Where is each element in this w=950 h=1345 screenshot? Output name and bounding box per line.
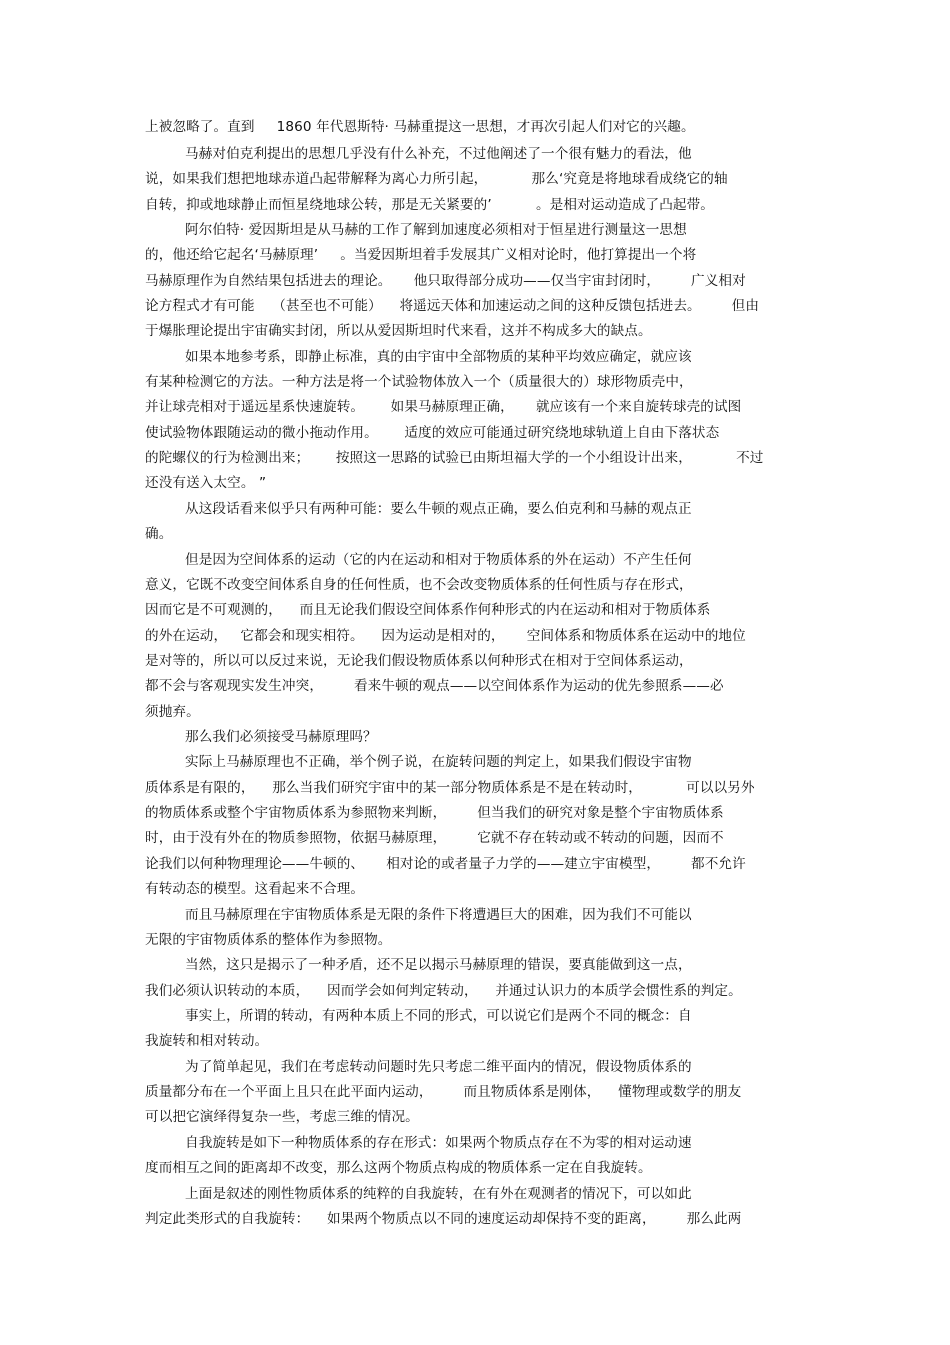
text-line: 的物质体系或整个宇宙物质体系为参照物来判断， 但当我们的研究对象是整个宇宙物质体系 bbox=[145, 805, 724, 821]
text-line: 自转，抑或地球静止而恒星绕地球公转，那是无关紧要的’ 。是相对运动造成了凸起带。 bbox=[145, 197, 714, 213]
text-line: 的陀螺仪的行为检测出来； 按照这一思路的试验已由斯坦福大学的一个小组设计出来， 不过 bbox=[145, 450, 764, 466]
text-line: 但是因为空间体系的运动（它的内在运动和相对于物质体系的外在运动）不产生任何 bbox=[185, 552, 692, 568]
text-line: 判定此类形式的自我旋转： 如果两个物质点以不同的速度运动却保持不变的距离， 那么此两 bbox=[145, 1211, 742, 1227]
text-line: 说，如果我们想把地球赤道凸起带解释为离心力所引起， 那么‘究竟是将地球看成绕它的轴 bbox=[145, 171, 728, 187]
text-line: 度而相互之间的距离却不改变，那么这两个物质点构成的物质体系一定在自我旋转。 bbox=[145, 1160, 652, 1176]
text-line: 论方程式才有可能 （甚至也不可能） 将遥远天体和加速运动之间的这种反馈包括进去。 但由 bbox=[145, 298, 760, 314]
text-line: 有某种检测它的方法。一种方法是将一个试验物体放入一个（质量很大的）球形物质壳中， bbox=[145, 374, 693, 390]
text-line: 阿尔伯特· 爱因斯坦是从马赫的工作了解到加速度必须相对于恒星进行测量这一思想 bbox=[185, 222, 687, 238]
text-line: 那么我们必须接受马赫原理吗？ bbox=[185, 729, 377, 745]
text-line: 使试验物体跟随运动的微小拖动作用。 适度的效应可能通过研究绕地球轨道上自由下落状态 bbox=[145, 425, 720, 441]
text-line: 我们必须认识转动的本质， 因而学会如何判定转动， 并通过认识力的本质学会惯性系的判定。 bbox=[145, 983, 742, 999]
text-line: 还没有送入太空。 ” bbox=[145, 475, 267, 491]
text-line: 从这段话看来似乎只有两种可能：要么牛顿的观点正确，要么伯克利和马赫的观点正 bbox=[185, 501, 692, 517]
text-line: 上面是叙述的刚性物质体系的纯粹的自我旋转，在有外在观测者的情况下，可以如此 bbox=[185, 1186, 692, 1202]
text-line: 并让球壳相对于遥远星系快速旋转。 如果马赫原理正确， 就应该有一个来自旋转球壳的试图 bbox=[145, 399, 742, 415]
text-line: 于爆胀理论提出宇宙确实封闭，所以从爱因斯坦时代来看，这并不构成多大的缺点。 bbox=[145, 323, 652, 339]
text-line: 因而它是不可观测的， 而且无论我们假设空间体系作何种形式的内在运动和相对于物质体系 bbox=[145, 602, 711, 618]
text-line: 我旋转和相对转动。 bbox=[145, 1033, 269, 1049]
text-line: 有转动态的模型。这看起来不合理。 bbox=[145, 881, 365, 897]
text-line: 确。 bbox=[145, 526, 173, 542]
text-line: 须抛弃。 bbox=[145, 704, 200, 720]
text-line: 质体系是有限的， 那么当我们研究宇宙中的某一部分物质体系是不是在转动时， 可以以另外 bbox=[145, 780, 755, 796]
text-line: 的外在运动， 它都会和现实相符。 因为运动是相对的， 空间体系和物质体系在运动中的地位 bbox=[145, 628, 746, 644]
text-line: 意义，它既不改变空间体系自身的任何性质，也不会改变物质体系的任何性质与存在形式， bbox=[145, 577, 693, 593]
text-line: 质量都分布在一个平面上且只在此平面内运动， 而且物质体系是刚体， 懂物理或数学的朋友 bbox=[145, 1084, 742, 1100]
text-line: 马赫原理作为自然结果包括进去的理论。 他只取得部分成功——仅当宇宙封闭时， 广义相对 bbox=[145, 273, 746, 289]
text-line: 是对等的，所以可以反过来说，无论我们假设物质体系以何种形式在相对于空间体系运动， bbox=[145, 653, 693, 669]
text-line: 时，由于没有外在的物质参照物，依据马赫原理， 它就不存在转动或不转动的问题，因而不 bbox=[145, 830, 724, 846]
text-line: 而且马赫原理在宇宙物质体系是无限的条件下将遭遇巨大的困难，因为我们不可能以 bbox=[185, 907, 692, 923]
text-line: 事实上，所谓的转动，有两种本质上不同的形式，可以说它们是两个不同的概念：自 bbox=[185, 1008, 692, 1024]
text-line: 无限的宇宙物质体系的整体作为参照物。 bbox=[145, 932, 392, 948]
text-line: 的，他还给它起名‘马赫原理’ 。当爱因斯坦着手发展其广义相对论时，他打算提出一个将 bbox=[145, 247, 697, 263]
text-line: 论我们以何种物理理论——牛顿的、 相对论的或者量子力学的——建立宇宙模型， 都不允许 bbox=[145, 856, 746, 872]
text-line: 如果本地参考系，即静止标准，真的由宇宙中全部物质的某种平均效应确定，就应该 bbox=[185, 349, 692, 365]
text-line: 自我旋转是如下一种物质体系的存在形式：如果两个物质点存在不为零的相对运动速 bbox=[185, 1135, 692, 1151]
text-line: 为了简单起见，我们在考虑转动问题时先只考虑二维平面内的情况，假设物质体系的 bbox=[185, 1059, 692, 1075]
text-line: 上被忽略了。直到 1860 年代恩斯特· 马赫重提这一思想，才再次引起人们对它的兴趣。 bbox=[145, 119, 695, 135]
text-line: 当然，这只是揭示了一种矛盾，还不足以揭示马赫原理的错误，要真能做到这一点， bbox=[185, 957, 692, 973]
text-line: 都不会与客观现实发生冲突， 看来牛顿的观点——以空间体系作为运动的优先参照系——必 bbox=[145, 678, 724, 694]
text-line: 实际上马赫原理也不正确，举个例子说，在旋转问题的判定上，如果我们假设宇宙物 bbox=[185, 754, 692, 770]
text-line: 马赫对伯克利提出的思想几乎没有什么补充，不过他阐述了一个很有魅力的看法，他 bbox=[185, 146, 692, 162]
text-line: 可以把它演绎得复杂一些，考虑三维的情况。 bbox=[145, 1109, 419, 1125]
